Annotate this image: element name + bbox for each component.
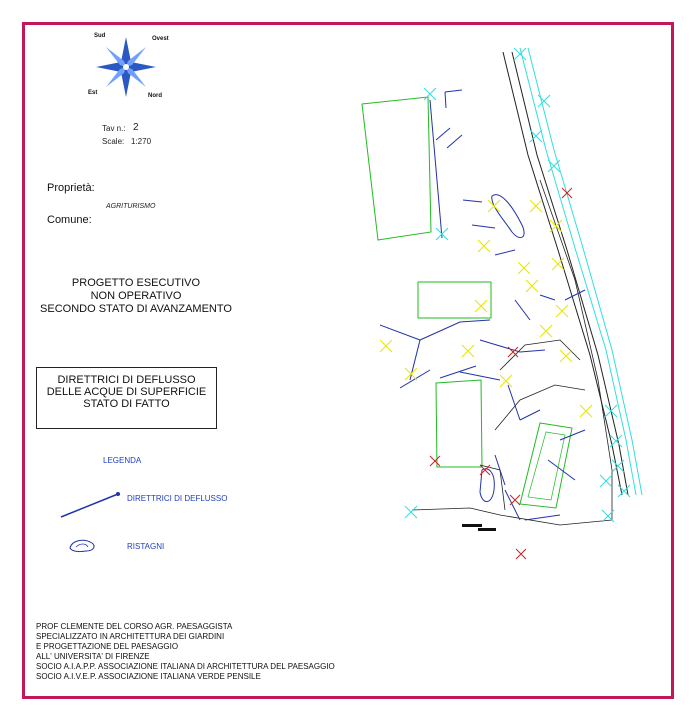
owner-label: Proprietà: (47, 182, 95, 194)
footer-line-5: SOCIO A.I.A.P.P. ASSOCIAZIONE ITALIANA DI ARCHITETTURA DEL PAESAGGIO (36, 662, 335, 671)
tav-value: 2 (133, 122, 139, 133)
legend-stagnation-label: RISTAGNI (127, 542, 165, 551)
footer-line-3: E PROGETTAZIONE DEL PAESAGGIO (36, 642, 179, 651)
title-line-3: STATO DI FATTO (83, 398, 170, 410)
compass-south-label: Sud (94, 33, 106, 39)
comune-label: Comune: (47, 214, 92, 226)
footer-line-1: PROF CLEMENTE DEL CORSO AGR. PAESAGGISTA (36, 622, 233, 631)
green-area-1 (362, 97, 431, 240)
road-edge-1 (503, 52, 622, 495)
legend-flow-label: DIRETTRICI DI DEFLUSSO (127, 494, 228, 503)
green-area-4 (520, 423, 572, 508)
footer-line-2: SPECIALIZZATO IN ARCHITETTURA DEI GIARDINI (36, 632, 225, 641)
stagnation-area-2 (480, 469, 494, 502)
scale-value: 1:270 (131, 137, 152, 146)
legend-title: LEGENDA (103, 456, 142, 465)
project-line-3: SECONDO STATO DI AVANZAMENTO (40, 303, 232, 315)
project-line-2: NON OPERATIVO (90, 290, 182, 302)
stair-symbol (462, 524, 496, 531)
compass-east-label: Est (88, 90, 98, 96)
site-boundary-south (412, 508, 612, 525)
footer-line-4: ALL' UNIVERSITA' DI FIRENZE (36, 652, 150, 661)
green-area-2 (418, 282, 491, 318)
tav-label: Tav n.: (102, 124, 126, 133)
scale-label: Scale: (102, 137, 125, 146)
title-line-1: DIRETTRICI DI DEFLUSSO (57, 374, 196, 386)
stagnation-area-1 (492, 195, 524, 238)
owner-value: AGRITURISMO (106, 203, 156, 210)
title-line-2: DELLE ACQUE DI SUPERFICIE (46, 386, 207, 398)
project-line-1: PROGETTO ESECUTIVO (71, 277, 201, 289)
road-cyan-1 (520, 48, 636, 495)
compass-west-label: Ovest (152, 36, 169, 42)
green-area-3 (436, 380, 482, 467)
compass-north-label: Nord (148, 93, 162, 99)
footer-line-6: SOCIO A.I.V.E.P. ASSOCIAZIONE ITALIANA VERDE PENSILE (36, 672, 261, 681)
